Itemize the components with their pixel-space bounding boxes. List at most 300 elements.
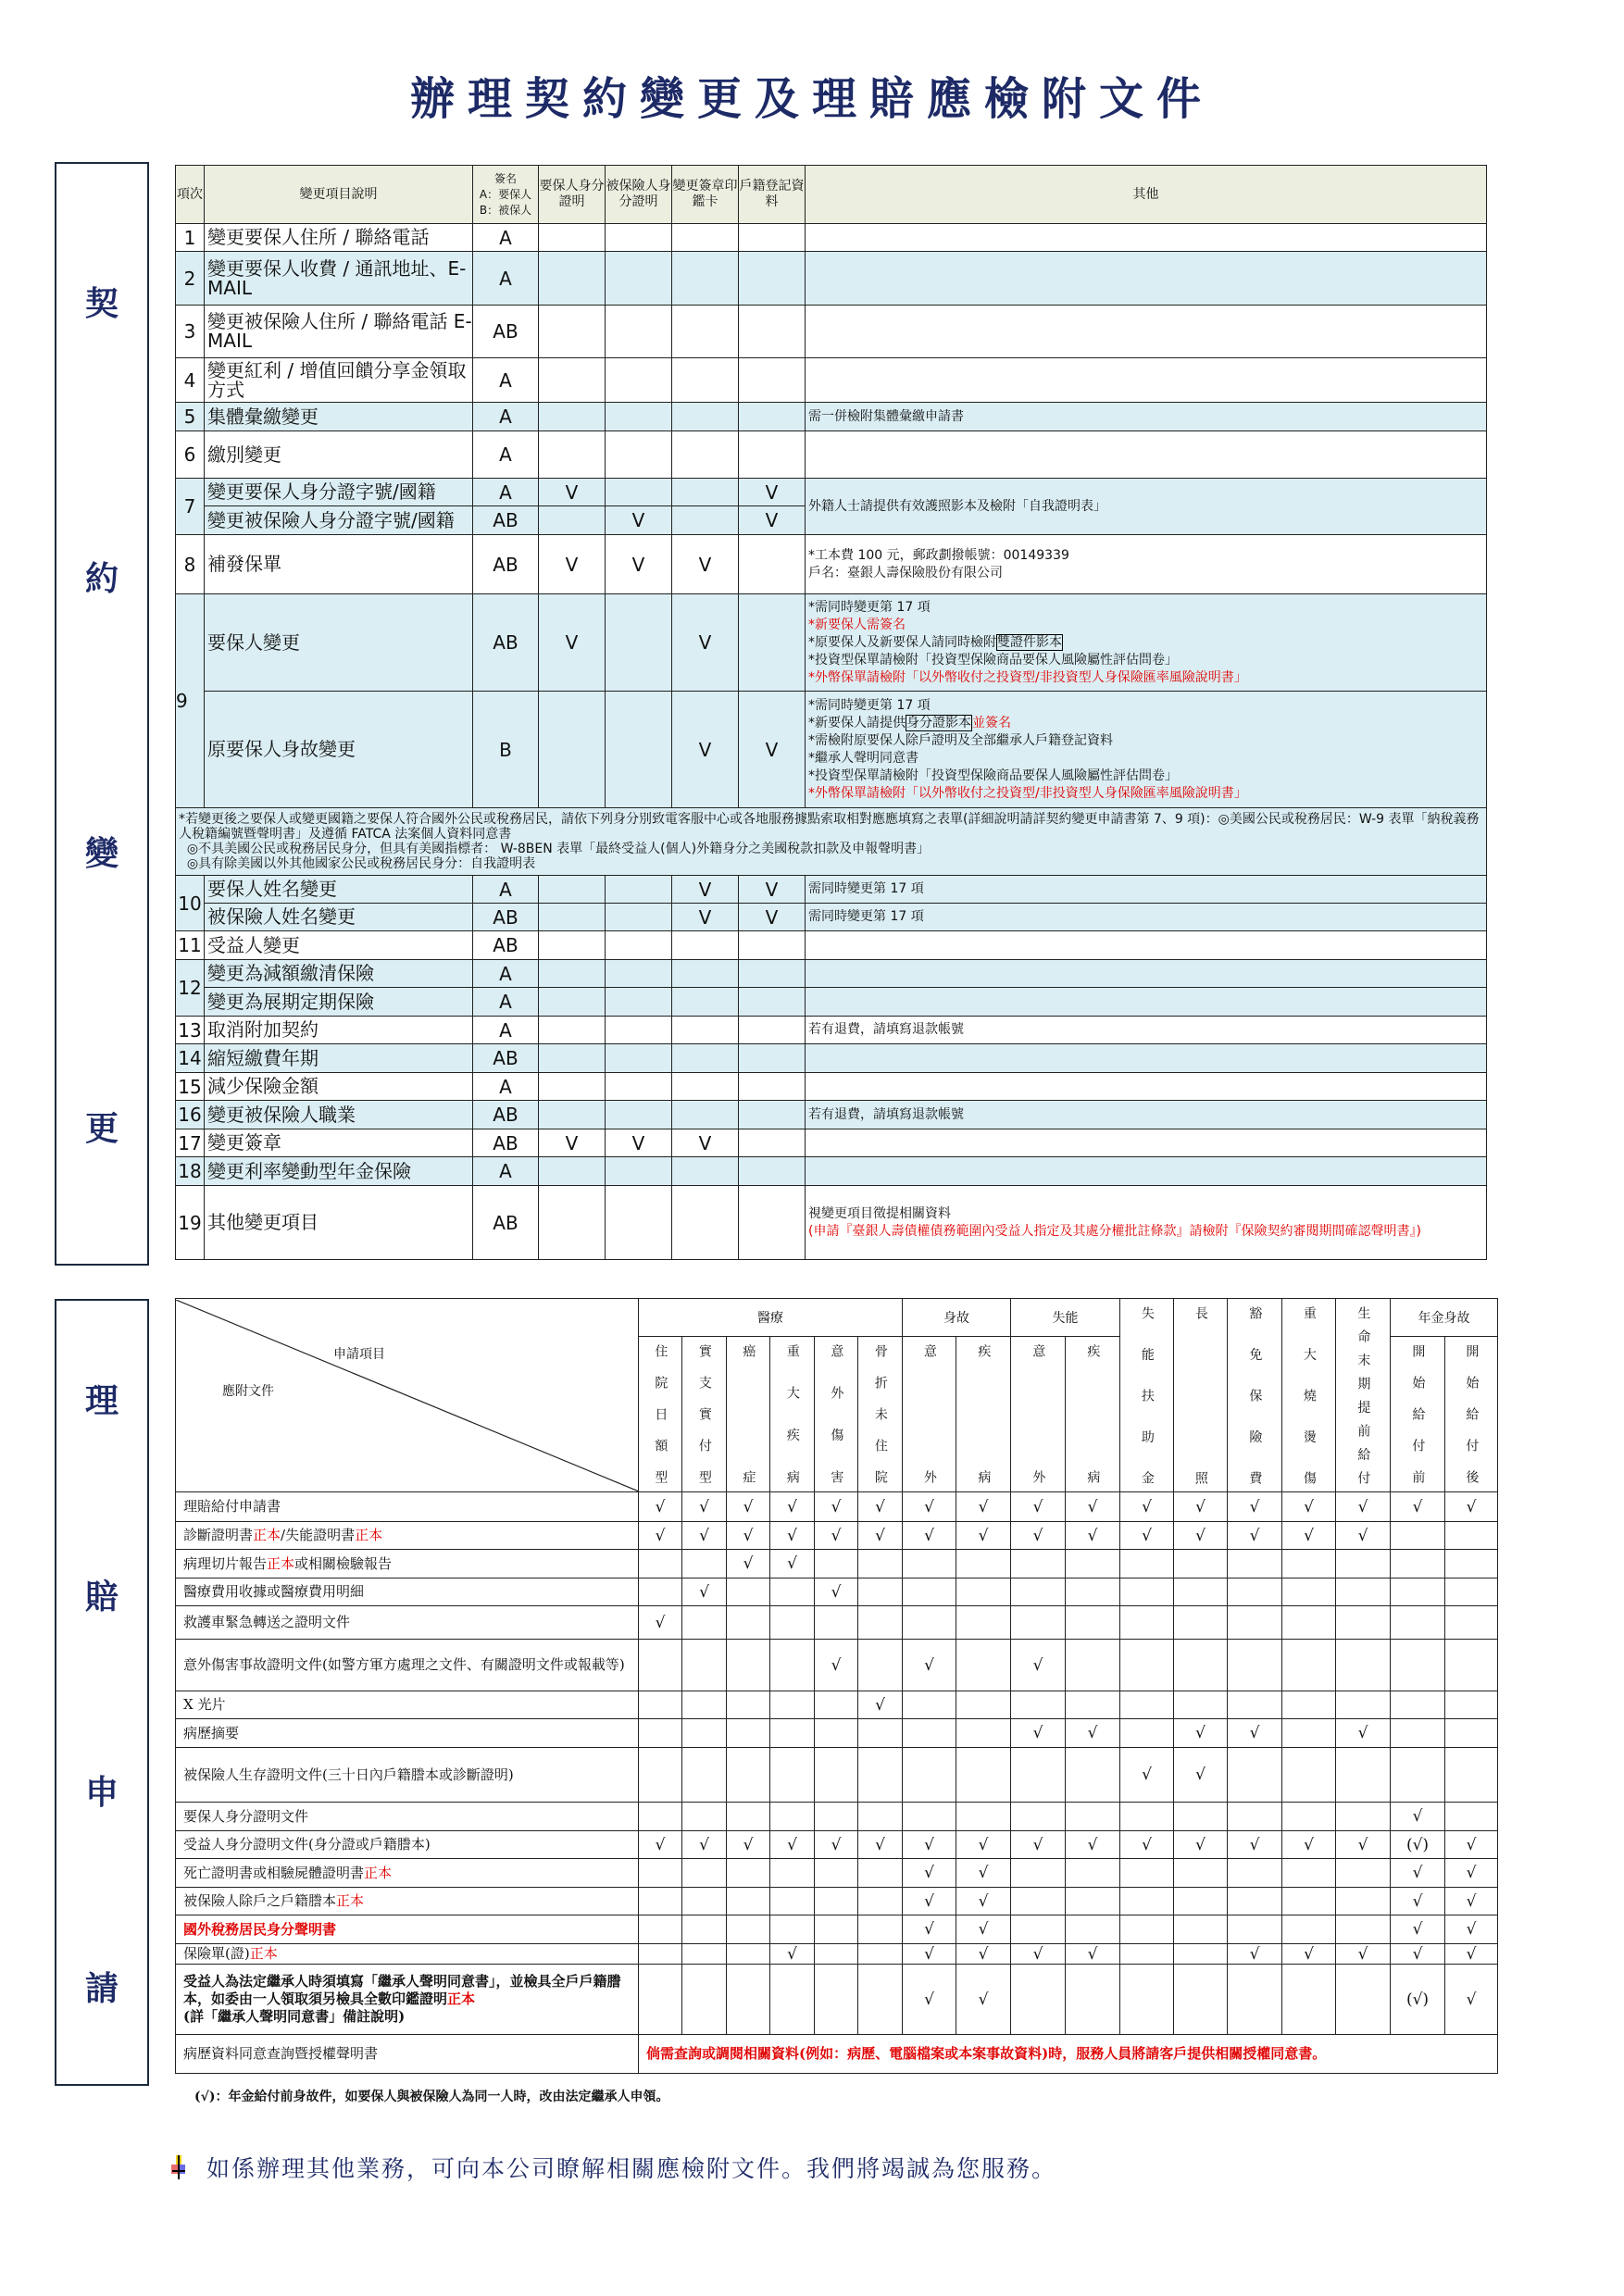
check-cell: √ xyxy=(1228,1522,1282,1550)
other-line xyxy=(808,669,1486,687)
check-cell xyxy=(1391,1748,1445,1803)
check-cell xyxy=(1174,1803,1228,1831)
text-segment: 戶名：臺銀人壽保險股份有限公司 xyxy=(808,565,1003,580)
claim-subtype-header xyxy=(770,1337,815,1492)
signature-cell: AB xyxy=(473,306,539,358)
check-cell xyxy=(672,1073,739,1101)
check-cell xyxy=(739,252,806,306)
check-cell: √ xyxy=(1066,1492,1120,1522)
table-row xyxy=(176,1522,1498,1550)
item-label: 變更紅利 / 增值回饋分享金領取方式 xyxy=(205,358,473,403)
check-cell xyxy=(1174,1888,1228,1915)
document-label xyxy=(176,1640,639,1691)
check-cell xyxy=(1174,1578,1228,1606)
check-cell: √ xyxy=(1174,1831,1228,1859)
item-number: 12 xyxy=(176,960,205,1017)
text-segment: *外幣保單請檢附「以外幣收付之投資型/非投資型人身保險匯率風險說明書」 xyxy=(808,669,1247,685)
signature-cell: AB xyxy=(473,1129,539,1157)
check-cell: √ xyxy=(956,1965,1011,2035)
check-cell: √ xyxy=(858,1691,903,1719)
check-cell: √ xyxy=(770,1492,815,1522)
check-cell xyxy=(1120,1719,1174,1748)
other-cell xyxy=(806,535,1487,594)
claim-group-header: 身故 xyxy=(903,1299,1011,1337)
check-cell xyxy=(1011,1915,1066,1944)
check-cell xyxy=(1282,1578,1336,1606)
claim-type-header xyxy=(1228,1299,1282,1492)
check-cell xyxy=(727,1944,770,1965)
check-cell xyxy=(739,403,806,431)
check-cell xyxy=(956,1578,1011,1606)
check-cell xyxy=(1336,1803,1391,1831)
check-cell: √ xyxy=(1066,1522,1120,1550)
claim-subtype-header xyxy=(1066,1337,1120,1492)
check-cell: √ xyxy=(815,1640,858,1691)
check-cell xyxy=(770,1803,815,1831)
document-label xyxy=(176,1719,639,1748)
vertical-label: 生命末期提前給付 xyxy=(1355,1306,1371,1484)
corner-top-label: 申請項目 xyxy=(333,1346,385,1362)
check-cell xyxy=(539,931,606,960)
other-cell xyxy=(806,692,1487,808)
check-cell xyxy=(682,1888,727,1915)
check-cell xyxy=(903,1748,956,1803)
table-row xyxy=(176,403,1487,431)
text-segment: 正本 xyxy=(267,1554,295,1572)
check-cell xyxy=(606,252,672,306)
signature-cell: AB xyxy=(473,594,539,692)
check-cell xyxy=(606,224,672,252)
item-number: 8 xyxy=(176,535,205,594)
table-row xyxy=(176,594,1487,692)
table-row xyxy=(176,960,1487,988)
check-cell xyxy=(639,1803,682,1831)
check-cell xyxy=(815,1944,858,1965)
claim-subtype-header xyxy=(956,1337,1011,1492)
text-segment: 需同時變更第 17 項 xyxy=(808,909,924,924)
check-cell xyxy=(606,988,672,1017)
check-cell: √ xyxy=(639,1606,682,1640)
check-cell: √ xyxy=(1174,1492,1228,1522)
table-row xyxy=(176,306,1487,358)
vertical-label: 意外 xyxy=(921,1344,937,1483)
check-cell: √ xyxy=(1011,1640,1066,1691)
check-cell xyxy=(727,1606,770,1640)
claim-type-header xyxy=(1120,1299,1174,1492)
check-cell xyxy=(858,1606,903,1640)
check-cell xyxy=(682,1748,727,1803)
signature-cell: AB xyxy=(473,931,539,960)
check-cell: √ xyxy=(1174,1719,1228,1748)
check-cell: √ xyxy=(1120,1522,1174,1550)
item-label: 變更利率變動型年金保險 xyxy=(205,1157,473,1186)
check-cell xyxy=(1011,1888,1066,1915)
table-row xyxy=(176,692,1487,808)
check-cell xyxy=(539,224,606,252)
vertical-label: 住院日額型 xyxy=(653,1344,668,1483)
check-cell xyxy=(1066,1748,1120,1803)
text-segment: /失能證明書 xyxy=(281,1527,356,1543)
table-row xyxy=(176,988,1487,1017)
check-cell: √ xyxy=(1445,1888,1498,1915)
check-cell: √ xyxy=(903,1965,956,2035)
check-cell xyxy=(1011,1578,1066,1606)
corner-cell xyxy=(176,1299,639,1492)
check-cell: (√) xyxy=(1391,1965,1445,2035)
check-cell xyxy=(903,1606,956,1640)
table-row xyxy=(176,1944,1498,1965)
check-cell xyxy=(682,1944,727,1965)
other-cell xyxy=(806,904,1487,931)
signature-cell: A xyxy=(473,479,539,506)
check-cell xyxy=(739,594,806,692)
check-cell xyxy=(903,1691,956,1719)
check-cell xyxy=(639,1691,682,1719)
check-cell xyxy=(539,988,606,1017)
table-row xyxy=(176,479,1487,506)
check-cell: V xyxy=(672,535,739,594)
table-row xyxy=(176,1859,1498,1888)
check-cell: V xyxy=(739,876,806,904)
check-cell xyxy=(739,535,806,594)
other-line xyxy=(808,697,1486,715)
check-cell xyxy=(1445,1640,1498,1691)
text-segment: *需同時變更第 17 項 xyxy=(808,697,931,713)
check-cell xyxy=(606,594,672,692)
check-cell: √ xyxy=(903,1859,956,1888)
check-cell: √ xyxy=(682,1578,727,1606)
check-cell: √ xyxy=(956,1915,1011,1944)
check-cell: √ xyxy=(1445,1831,1498,1859)
check-cell xyxy=(739,931,806,960)
check-cell xyxy=(1282,1550,1336,1578)
check-cell: √ xyxy=(903,1888,956,1915)
check-cell xyxy=(956,1719,1011,1748)
check-cell: √ xyxy=(1336,1719,1391,1748)
check-cell xyxy=(739,306,806,358)
check-cell: √ xyxy=(682,1492,727,1522)
text-segment: 正本 xyxy=(253,1527,281,1543)
document-label xyxy=(176,1550,639,1578)
signature-cell: A xyxy=(473,358,539,403)
item-label: 繳別變更 xyxy=(205,431,473,479)
section-label-contract-change xyxy=(55,162,149,1266)
check-cell xyxy=(1120,1691,1174,1719)
closing-message xyxy=(171,2151,1056,2184)
section-char: 賠 xyxy=(84,1577,119,1616)
section-char: 更 xyxy=(84,1109,119,1148)
check-cell: √ xyxy=(1391,1492,1445,1522)
other-cell xyxy=(806,1186,1487,1260)
check-cell xyxy=(672,479,739,506)
check-cell xyxy=(606,1017,672,1044)
fatca-note xyxy=(176,808,1487,876)
check-cell xyxy=(1336,1578,1391,1606)
other-cell xyxy=(806,594,1487,692)
check-cell: √ xyxy=(956,1888,1011,1915)
signature-cell: AB xyxy=(473,1044,539,1073)
check-cell xyxy=(1228,1578,1282,1606)
check-cell xyxy=(606,1157,672,1186)
vertical-label: 意外傷害 xyxy=(829,1344,844,1483)
check-cell xyxy=(1120,1606,1174,1640)
check-cell xyxy=(682,1719,727,1748)
other-line xyxy=(808,1106,1486,1124)
item-label: 被保險人姓名變更 xyxy=(205,904,473,931)
check-cell xyxy=(1174,1606,1228,1640)
vertical-label: 骨折未住院 xyxy=(872,1344,888,1483)
vertical-label: 癌症 xyxy=(741,1344,756,1483)
check-cell: V xyxy=(672,1129,739,1157)
document-label xyxy=(176,1965,639,2035)
check-cell xyxy=(1120,1859,1174,1888)
check-cell xyxy=(539,1101,606,1129)
text-segment: *需同時變更第 17 項 xyxy=(808,599,931,615)
check-cell xyxy=(606,306,672,358)
table-row xyxy=(176,1719,1498,1748)
check-cell xyxy=(739,1186,806,1260)
item-number: 14 xyxy=(176,1044,205,1073)
check-cell: V xyxy=(739,904,806,931)
note-line: ◎不具美國公民或稅務居民身分，但具有美國指標者： W-8BEN 表單「最終受益人(個人)外籍身分之美國稅款扣款及申報聲明書」 xyxy=(179,842,931,856)
check-cell xyxy=(672,358,739,403)
check-cell xyxy=(1336,1550,1391,1578)
check-cell xyxy=(606,479,672,506)
check-cell xyxy=(682,1640,727,1691)
check-cell xyxy=(1120,1915,1174,1944)
check-cell xyxy=(672,1101,739,1129)
check-cell xyxy=(858,1719,903,1748)
check-cell xyxy=(539,252,606,306)
other-line xyxy=(808,1223,1486,1241)
item-label: 原要保人身故變更 xyxy=(205,692,473,808)
check-cell xyxy=(1228,1748,1282,1803)
other-cell xyxy=(806,931,1487,960)
check-cell xyxy=(1011,1606,1066,1640)
header-item: 變更項目說明 xyxy=(205,166,473,224)
check-cell: √ xyxy=(1391,1803,1445,1831)
check-cell xyxy=(639,1859,682,1888)
check-cell xyxy=(682,1965,727,2035)
check-cell xyxy=(1120,1965,1174,2035)
check-cell xyxy=(606,1073,672,1101)
check-cell xyxy=(1120,1640,1174,1691)
check-cell: √ xyxy=(1391,1915,1445,1944)
check-cell xyxy=(815,1803,858,1831)
check-cell: √ xyxy=(1228,1719,1282,1748)
check-cell: √ xyxy=(1445,1944,1498,1965)
claim-subtype-header xyxy=(639,1337,682,1492)
signature-cell: A xyxy=(473,960,539,988)
item-number: 9 xyxy=(176,594,205,808)
footnote: (√)：年金給付前身故件，如要保人與被保險人為同一人時，改由法定繼承人申領。 xyxy=(194,2090,669,2104)
table-row xyxy=(176,1888,1498,1915)
signature-cell: B xyxy=(473,692,539,808)
claim-group-header: 失能 xyxy=(1011,1299,1120,1337)
check-cell xyxy=(739,1017,806,1044)
section-char: 變 xyxy=(84,834,119,873)
claim-group-header: 年金身故 xyxy=(1391,1299,1498,1337)
table-row xyxy=(176,1965,1498,2035)
check-cell xyxy=(1174,1915,1228,1944)
signature-cell: A xyxy=(473,224,539,252)
claim-subtype-header xyxy=(1445,1337,1498,1492)
table-row xyxy=(176,1550,1498,1578)
check-cell xyxy=(1066,1915,1120,1944)
signature-cell: AB xyxy=(473,535,539,594)
text-segment: 保險單(證) xyxy=(183,1945,250,1962)
other-line xyxy=(808,1021,1486,1039)
check-cell xyxy=(1282,1691,1336,1719)
check-cell xyxy=(1174,1944,1228,1965)
claim-type-header xyxy=(1282,1299,1336,1492)
other-cell xyxy=(806,224,1487,252)
check-cell xyxy=(672,306,739,358)
check-cell xyxy=(956,1748,1011,1803)
check-cell xyxy=(672,252,739,306)
check-cell xyxy=(539,506,606,535)
vertical-label: 疾病 xyxy=(1085,1344,1101,1483)
table-row xyxy=(176,1073,1487,1101)
check-cell xyxy=(1228,1888,1282,1915)
vertical-label: 長照 xyxy=(1193,1306,1208,1484)
text-segment: 理賠給付申請書 xyxy=(183,1498,281,1515)
text-segment: 正本 xyxy=(249,1945,278,1962)
section-char: 請 xyxy=(84,1968,119,2008)
check-cell xyxy=(639,1944,682,1965)
check-cell xyxy=(682,1606,727,1640)
check-cell: √ xyxy=(1066,1831,1120,1859)
check-cell: √ xyxy=(1228,1944,1282,1965)
check-cell xyxy=(1120,1578,1174,1606)
check-cell xyxy=(739,431,806,479)
text-segment: *繼承人聲明同意書 xyxy=(808,750,918,766)
text-segment: 要保人身分證明文件 xyxy=(183,1807,309,1825)
document-label xyxy=(176,1578,639,1606)
table-row xyxy=(176,1157,1487,1186)
vertical-label: 意外 xyxy=(1031,1344,1046,1483)
check-cell xyxy=(770,1915,815,1944)
text-segment: 受益人為法定繼承人時須填寫「繼承人聲明同意書」，並檢具全戶戶籍謄本，如委由一人領取須另檢具全數印鑑證明 xyxy=(183,1973,621,2007)
text-segment: 正本 xyxy=(336,1892,365,1909)
text-segment: 國外稅務居民身分聲明書 xyxy=(183,1920,337,1938)
text-segment: 正本 xyxy=(364,1864,393,1881)
signature-cell: A xyxy=(473,876,539,904)
other-cell xyxy=(806,358,1487,403)
check-cell: √ xyxy=(1066,1719,1120,1748)
other-cell xyxy=(806,1101,1487,1129)
check-cell: √ xyxy=(1228,1492,1282,1522)
text-segment: *投資型保單請檢附「投資型保險商品要保人風險屬性評估問卷」 xyxy=(808,652,1178,668)
signature-cell: A xyxy=(473,1017,539,1044)
check-cell xyxy=(770,1748,815,1803)
signature-cell: AB xyxy=(473,506,539,535)
signature-cell: A xyxy=(473,1157,539,1186)
claim-documents-table xyxy=(175,1298,1498,2074)
check-cell xyxy=(606,692,672,808)
check-cell xyxy=(1228,1691,1282,1719)
check-cell xyxy=(682,1859,727,1888)
vertical-label: 開始給付後 xyxy=(1464,1344,1480,1483)
check-cell: √ xyxy=(1011,1522,1066,1550)
header-no: 項次 xyxy=(176,166,205,224)
check-cell: √ xyxy=(727,1831,770,1859)
check-cell xyxy=(1336,1748,1391,1803)
item-number: 3 xyxy=(176,306,205,358)
check-cell xyxy=(539,1073,606,1101)
table-row xyxy=(176,1101,1487,1129)
table-row xyxy=(176,252,1487,306)
text-segment: *新要保人請提供 xyxy=(808,715,906,730)
check-cell xyxy=(903,1578,956,1606)
table-row xyxy=(176,358,1487,403)
check-cell xyxy=(1066,1859,1120,1888)
check-cell: √ xyxy=(727,1550,770,1578)
table-row xyxy=(176,1831,1498,1859)
check-cell xyxy=(956,1640,1011,1691)
check-cell xyxy=(1228,1550,1282,1578)
check-cell xyxy=(1336,1859,1391,1888)
check-cell xyxy=(639,1550,682,1578)
check-cell: √ xyxy=(639,1831,682,1859)
check-cell: √ xyxy=(1011,1719,1066,1748)
table-row xyxy=(176,224,1487,252)
check-cell xyxy=(1336,1691,1391,1719)
check-cell xyxy=(1066,1640,1120,1691)
contract-change-table xyxy=(175,165,1487,1260)
other-cell xyxy=(806,252,1487,306)
document-label xyxy=(176,1522,639,1550)
text-segment: 正本 xyxy=(447,1990,476,2007)
check-cell xyxy=(770,1719,815,1748)
check-cell: √ xyxy=(956,1522,1011,1550)
check-cell: V xyxy=(672,876,739,904)
check-cell xyxy=(815,1965,858,2035)
check-cell xyxy=(1282,1640,1336,1691)
check-cell xyxy=(727,1748,770,1803)
check-cell xyxy=(1066,1965,1120,2035)
check-cell xyxy=(1445,1719,1498,1748)
check-cell xyxy=(672,1017,739,1044)
vertical-label: 失能扶助金 xyxy=(1139,1306,1155,1484)
check-cell xyxy=(858,1888,903,1915)
check-cell xyxy=(727,1719,770,1748)
check-cell: V xyxy=(606,535,672,594)
check-cell xyxy=(639,1915,682,1944)
signature-cell: A xyxy=(473,431,539,479)
check-cell: √ xyxy=(903,1831,956,1859)
check-cell xyxy=(1282,1965,1336,2035)
other-line xyxy=(808,908,1486,926)
claim-subtype-header xyxy=(903,1337,956,1492)
check-cell xyxy=(1445,1606,1498,1640)
check-cell: √ xyxy=(770,1831,815,1859)
table-row xyxy=(176,2035,1498,2074)
check-cell xyxy=(672,931,739,960)
header-check: 要保人身分證明 xyxy=(539,166,606,224)
check-cell: √ xyxy=(682,1522,727,1550)
check-cell xyxy=(1282,1915,1336,1944)
check-cell: √ xyxy=(1066,1944,1120,1965)
check-cell: √ xyxy=(858,1831,903,1859)
check-cell: √ xyxy=(1336,1944,1391,1965)
item-number: 18 xyxy=(176,1157,205,1186)
check-cell xyxy=(639,1965,682,2035)
check-cell xyxy=(1011,1748,1066,1803)
check-cell xyxy=(1228,1640,1282,1691)
document-label xyxy=(176,1691,639,1719)
check-cell: √ xyxy=(1120,1831,1174,1859)
